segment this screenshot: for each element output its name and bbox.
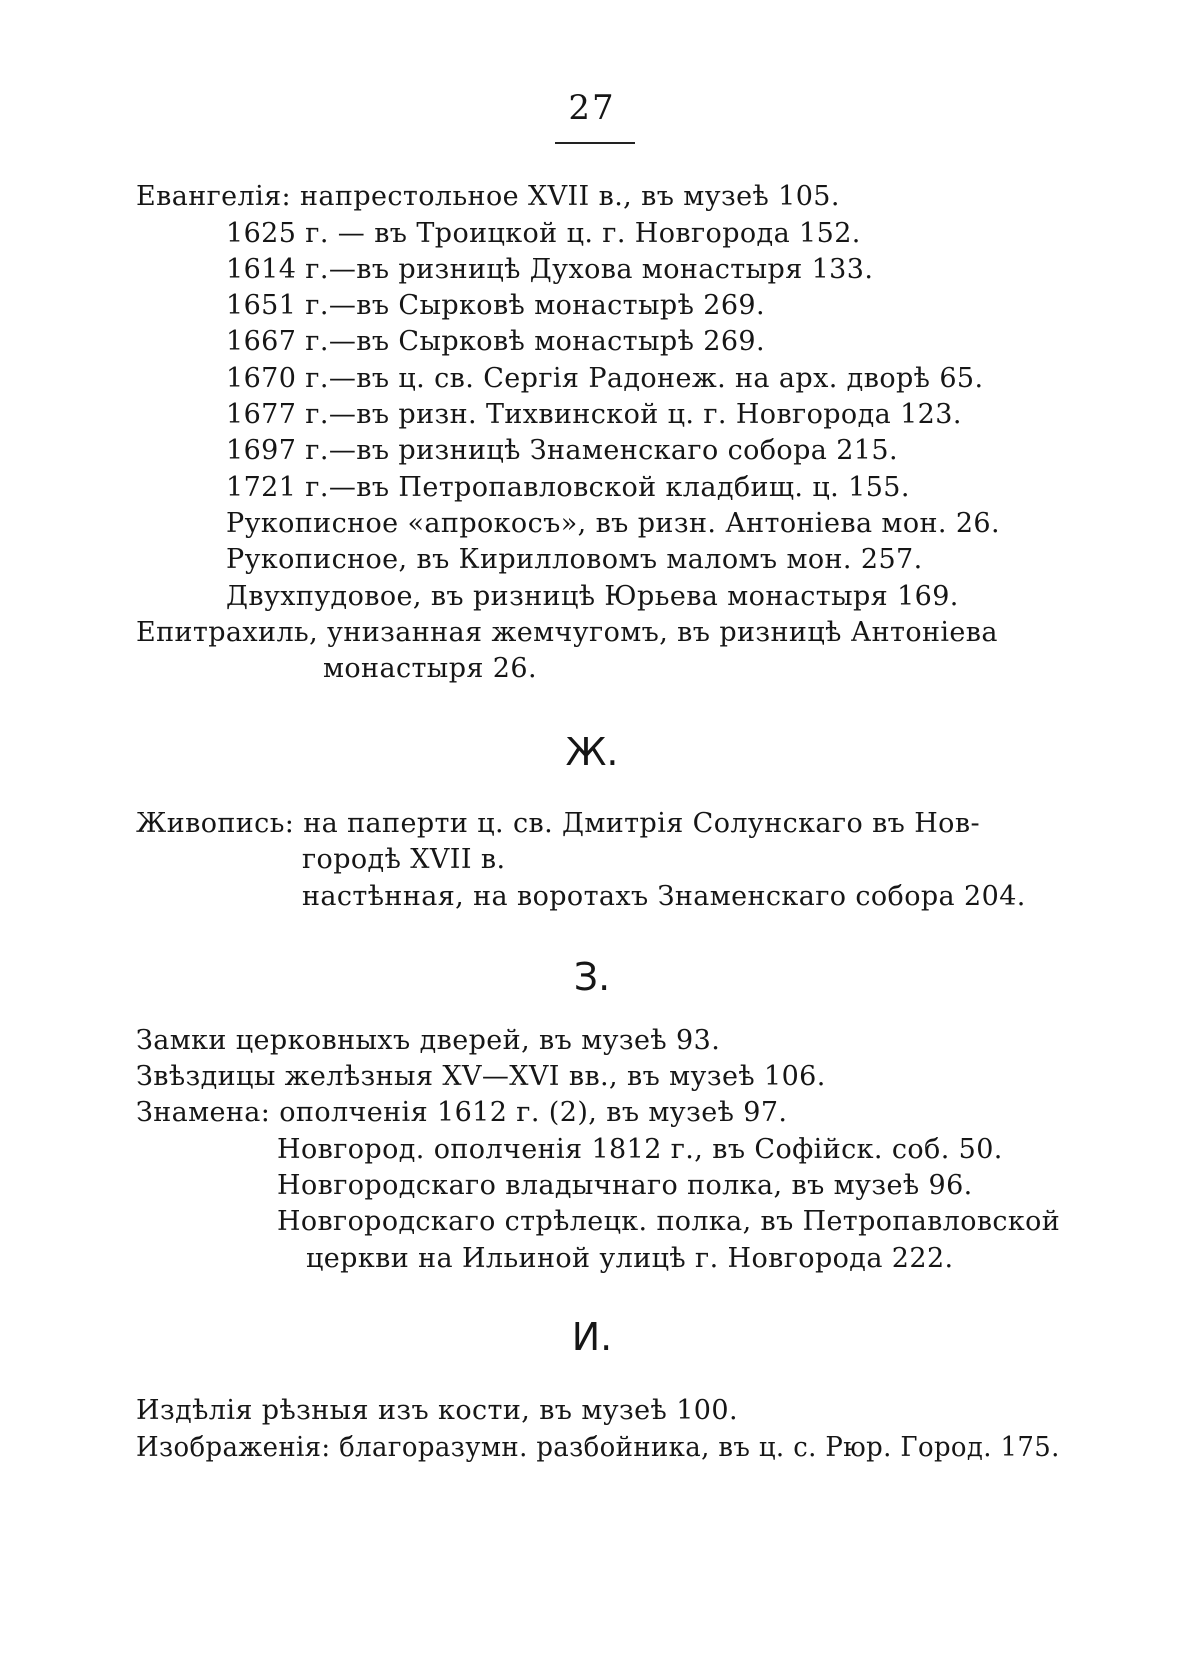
index-subentry: Рукописное, въ Кирилловомъ маломъ мон. 257. (226, 544, 923, 575)
index-entry-zhivopis: Живопись: на паперти ц. св. Дмитрія Солунскаго въ Нов- (136, 808, 980, 839)
index-subentry: Новгородскаго владычнаго полка, въ музеѣ 96. (277, 1170, 973, 1201)
index-entry-evangelia: Евангелія: напрестольное XVII в., въ музеѣ 105. (136, 181, 840, 212)
index-subentry: настѣнная, на воротахъ Знаменскаго собора 204. (302, 881, 1026, 912)
index-subentry: 1625 г. — въ Троицкой ц. г. Новгорода 152. (226, 218, 861, 249)
index-entry-continuation: городѣ XVII в. (302, 844, 506, 875)
index-entry-epitrakhil: Епитрахиль, унизанная жемчугомъ, въ ризницѣ Антоніева (136, 617, 998, 648)
page-number-rule (555, 142, 635, 144)
index-subentry: 1697 г.—въ ризницѣ Знаменскаго собора 215. (226, 435, 898, 466)
index-entry-izdelia: Издѣлія рѣзныя изъ кости, въ музеѣ 100. (136, 1395, 738, 1426)
index-entry-continuation: монастыря 26. (323, 653, 537, 684)
index-subentry: 1721 г.—въ Петропавловской кладбищ. ц. 155. (226, 472, 910, 503)
index-subentry: 1670 г.—въ ц. св. Сергія Радонеж. на арх. дворѣ 65. (226, 363, 984, 394)
index-subentry: Рукописное «апрокосъ», въ ризн. Антоніева мон. 26. (226, 508, 1000, 539)
index-entry-znamena: Знамена: ополченія 1612 г. (2), въ музеѣ 97. (136, 1097, 788, 1128)
section-heading-z: З. (573, 955, 611, 999)
index-subentry: 1677 г.—въ ризн. Тихвинской ц. г. Новгорода 123. (226, 399, 962, 430)
index-entry-zamki: Замки церковныхъ дверей, въ музеѣ 93. (136, 1025, 721, 1056)
index-subentry: 1667 г.—въ Сырковѣ монастырѣ 269. (226, 326, 765, 357)
section-heading-zh: Ж. (565, 730, 619, 774)
index-subentry: Двухпудовое, въ ризницѣ Юрьева монастыря 169. (226, 581, 959, 612)
index-entry-izobrazhenia: Изображенія: благоразумн. разбойника, въ ц. с. Рюр. Город. 175. (136, 1432, 1060, 1463)
index-entry-zvezditsy: Звѣздицы желѣзныя XV—XVI вв., въ музеѣ 106. (136, 1061, 826, 1092)
index-subentry: Новгород. ополченія 1812 г., въ Софійск. соб. 50. (277, 1134, 1003, 1165)
section-heading-i: И. (571, 1315, 613, 1359)
index-subentry: 1614 г.—въ ризницѣ Духова монастыря 133. (226, 254, 874, 285)
index-subentry: Новгородскаго стрѣлецк. полка, въ Петропавловской (277, 1206, 1061, 1237)
page-number: 27 (568, 88, 616, 128)
index-subentry: 1651 г.—въ Сырковѣ монастырѣ 269. (226, 290, 765, 321)
index-entry-continuation: церкви на Ильиной улицѣ г. Новгорода 222. (306, 1243, 954, 1274)
